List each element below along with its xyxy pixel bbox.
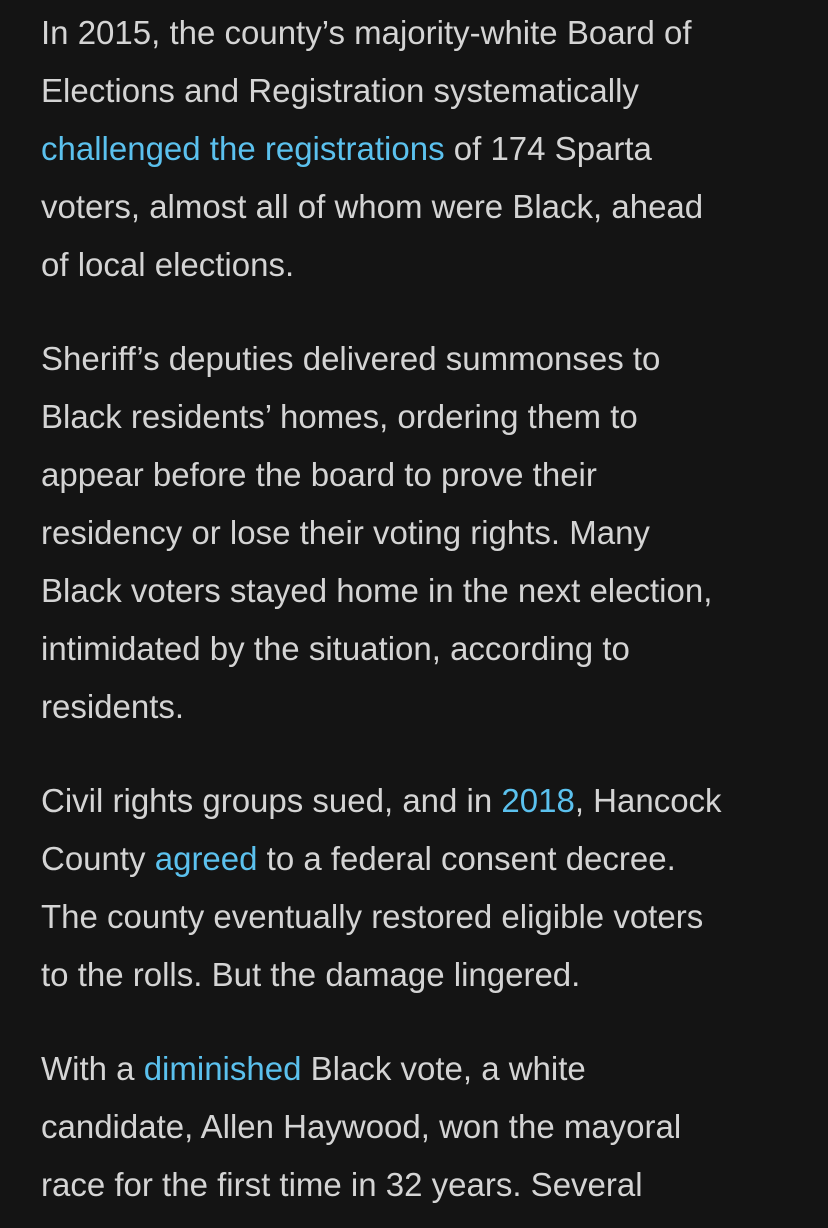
link-2018[interactable]: 2018	[501, 782, 575, 819]
text-line: Black residents’ homes, ordering them to	[41, 398, 638, 435]
text-segment: , Hancock	[574, 782, 722, 819]
text-segment: County	[41, 840, 155, 877]
text-line: Sheriff’s deputies delivered summonses to	[41, 340, 661, 377]
text-line	[41, 120, 787, 178]
text-line: residents.	[41, 688, 185, 725]
text-line: candidate, Allen Haywood, won the mayoral	[41, 1108, 682, 1145]
paragraph-3	[41, 772, 787, 1004]
link-diminished[interactable]: diminished	[143, 1050, 302, 1087]
text-line	[41, 1040, 787, 1098]
text-segment: With a	[41, 1050, 144, 1087]
text-line	[41, 772, 787, 830]
text-segment: Civil rights groups sued, and in	[41, 782, 502, 819]
text-segment: Black vote, a white	[301, 1050, 586, 1087]
text-line: appear before the board to prove their	[41, 456, 597, 493]
text-line: to the rolls. But the damage lingered.	[41, 956, 581, 993]
text-line: In 2015, the county’s majority-white Board of	[41, 14, 692, 51]
text-line: intimidated by the situation, according to	[41, 630, 630, 667]
text-line: The county eventually restored eligible voters	[41, 898, 704, 935]
text-line: Elections and Registration systematically	[41, 72, 639, 109]
text-line: voters, almost all of whom were Black, ahead	[41, 188, 704, 225]
text-line: Black voters stayed home in the next election,	[41, 572, 713, 609]
text-line: race for the first time in 32 years. Several	[41, 1166, 643, 1203]
text-segment: of 174 Sparta	[444, 130, 652, 167]
text-segment: to a federal consent decree.	[257, 840, 676, 877]
paragraph-1	[41, 0, 787, 294]
paragraph-4	[41, 1040, 787, 1214]
link-challenged-registrations[interactable]: challenged the registrations	[41, 130, 445, 167]
paragraph-2	[41, 330, 787, 736]
text-line: residency or lose their voting rights. Many	[41, 514, 650, 551]
text-line	[41, 830, 787, 888]
link-agreed[interactable]: agreed	[154, 840, 258, 877]
text-line: of local elections.	[41, 246, 295, 283]
